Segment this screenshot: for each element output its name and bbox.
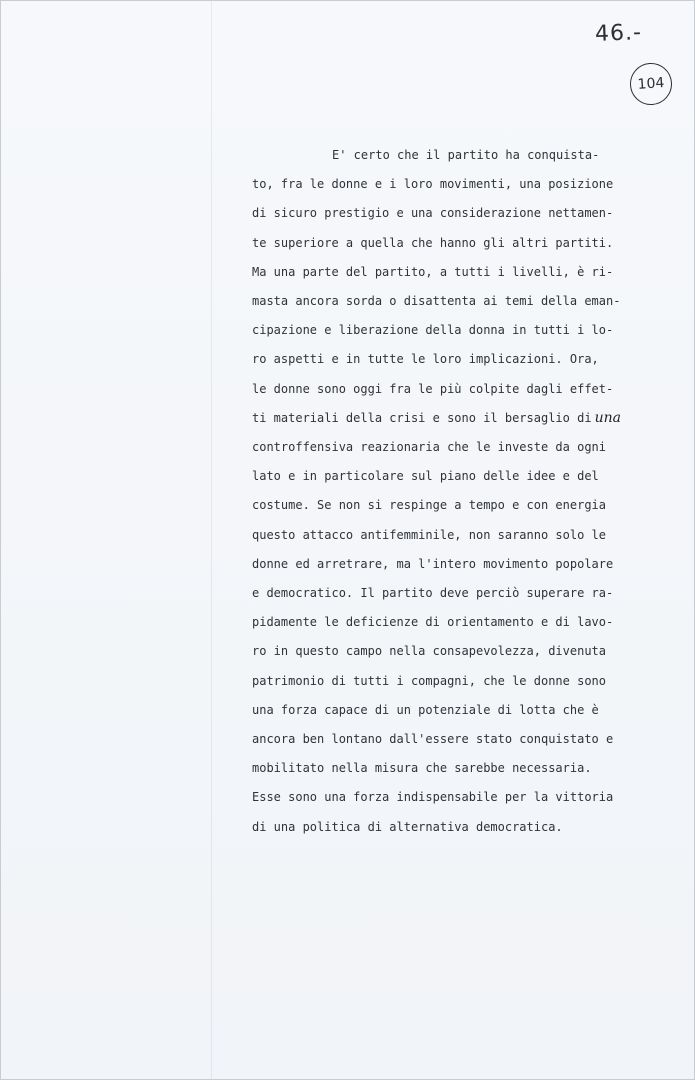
text-line: questo attacco antifemminile, non saranno solo le xyxy=(252,527,607,542)
text-line: controffensiva reazionaria che le investe da ogni xyxy=(252,440,607,455)
text-line: ro aspetti e in tutte le loro implicazioni. Ora, xyxy=(252,352,599,367)
body-text xyxy=(252,141,621,842)
page-fold-line xyxy=(211,1,212,1079)
text-line: donne ed arretrare, ma l'intero movimento popolare xyxy=(252,556,614,571)
text-line: Ma una parte del partito, a tutti i livelli, è ri- xyxy=(252,264,614,279)
text-line: ti materiali della crisi e sono il bersaglio di xyxy=(252,410,592,425)
archive-stamp xyxy=(629,62,674,107)
text-line: pidamente le deficienze di orientamento e di lavo- xyxy=(252,615,614,630)
text-line: masta ancora sorda o disattenta ai temi della eman- xyxy=(252,294,621,309)
text-line: Esse sono una forza indispensabile per la vittoria xyxy=(252,790,614,805)
stamp-number: 104 xyxy=(637,75,665,93)
text-line: e democratico. Il partito deve perciò superare ra- xyxy=(252,586,614,601)
handwritten-insert: una xyxy=(594,409,621,426)
text-line: E' certo che il partito ha conquista- xyxy=(332,148,600,162)
text-line: le donne sono oggi fra le più colpite dagli effet- xyxy=(252,381,614,396)
text-line: to, fra le donne e i loro movimenti, una posizione xyxy=(252,177,614,192)
text-line: lato e in particolare sul piano delle idee e del xyxy=(252,469,599,484)
text-line: costume. Se non si respinge a tempo e con energia xyxy=(252,498,607,513)
text-line: patrimonio di tutti i compagni, che le donne sono xyxy=(252,673,607,688)
text-line: cipazione e liberazione della donna in tutti i lo- xyxy=(252,323,614,338)
text-line: ancora ben lontano dall'essere stato conquistato e xyxy=(252,732,614,747)
text-line: di sicuro prestigio e una considerazione nettamen- xyxy=(252,206,614,221)
text-line: mobilitato nella misura che sarebbe necessaria. xyxy=(252,761,592,776)
text-line-with-insert xyxy=(252,404,621,433)
text-line: ro in questo campo nella consapevolezza, divenuta xyxy=(252,644,607,659)
text-line: te superiore a quella che hanno gli altri partiti. xyxy=(252,235,614,250)
text-line: di una politica di alternativa democratica. xyxy=(252,819,563,834)
text-line: una forza capace di un potenziale di lotta che è xyxy=(252,702,599,717)
page-number: 46.- xyxy=(594,20,643,47)
